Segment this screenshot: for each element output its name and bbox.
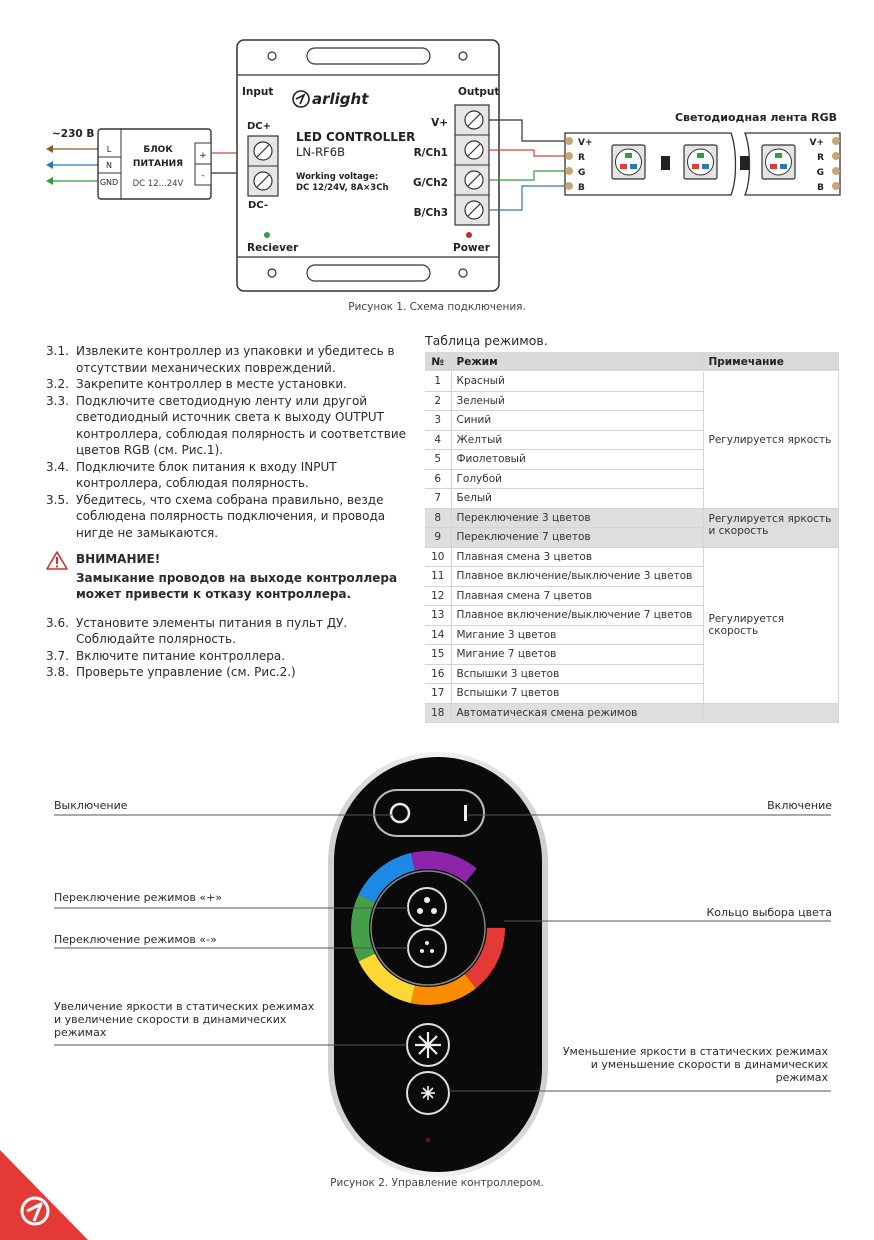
strip-pin-right-vplus: V+ (809, 138, 824, 148)
modes-table (425, 352, 839, 723)
power-switch[interactable] (374, 790, 484, 836)
dc-plus-label: DC+ (247, 121, 272, 132)
psu-plus: + (199, 151, 207, 161)
working-voltage-2: DC 12/24V, 8A×3Ch (296, 183, 389, 193)
input-label: Input (242, 86, 274, 98)
mode-minus-button[interactable] (408, 929, 446, 967)
table-row: 18 Автоматическая смена режимов (425, 703, 839, 723)
strip-pin-right-g: G (816, 168, 824, 178)
power-label: Power (453, 242, 490, 254)
step-item: 3.4. Подключите блок питания к входу INPUT контроллера, соблюдая полярность. (46, 459, 337, 490)
table-row: 9 Переключение 7 цветов (425, 528, 839, 548)
table-caption: Таблица режимов. (425, 333, 548, 348)
psu-minus: - (201, 171, 205, 181)
table-row: 15 Мигание 7 цветов (425, 645, 839, 665)
table-row: 6 Голубой (425, 469, 839, 489)
label-brightness-up: Увеличение яркости в статических режимах и увеличение скорости в динамических режимах (54, 1000, 315, 1039)
table-row: 8 Переключение 3 цветов Регулируется яркость и скорость (425, 508, 839, 528)
label-mode-minus: Переключение режимов «-» (54, 933, 217, 946)
strip-pin-left-r: R (578, 153, 585, 163)
strip-pin-left-b: B (578, 183, 585, 193)
label-color-ring: Кольцо выбора цвета (706, 906, 832, 919)
header-mode: Режим (451, 352, 703, 372)
out-label-b: B/Ch3 (413, 207, 448, 219)
table-row: 5 Фиолетовый (425, 450, 839, 470)
table-row: 7 Белый (425, 489, 839, 509)
warning-title: ВНИМАНИЕ! (76, 552, 161, 566)
step-item: 3.5. Убедитесь, что схема собрана правильно, везде соблюдена полярность подключения, и провода нигде не замыкаются. (46, 492, 386, 540)
psu-title-1: БЛОК (143, 145, 173, 155)
step-item: 3.1. Извлеките контроллер из упаковки и убедитесь в отсутствии механических повреждений. (46, 344, 395, 375)
figure-1-caption: Рисунок 1. Схема подключения. (348, 301, 526, 313)
mode-plus-button[interactable] (408, 888, 446, 926)
brightness-up-button[interactable] (407, 1024, 449, 1066)
out-label-r: R/Ch1 (413, 147, 448, 159)
wiring-diagram (0, 0, 874, 300)
note-brightness: Регулируется яркость (703, 372, 839, 509)
receiver-label: Reciever (247, 242, 299, 254)
table-row: 14 Мигание 3 цветов (425, 625, 839, 645)
label-on: Включение (767, 799, 832, 812)
dc-minus-label: DC- (248, 200, 269, 211)
header-number: № (425, 352, 451, 372)
table-row: 13 Плавное включение/выключение 7 цветов (425, 606, 839, 626)
svg-text:arlight: arlight (312, 90, 369, 108)
warning-block (46, 551, 416, 603)
power-led (466, 232, 472, 238)
out-label-g: G/Ch2 (413, 177, 448, 189)
step-item: 3.6. Установите элементы питания в пульт ДУ. Соблюдайте полярность. (46, 615, 348, 646)
psu-spec: DC 12...24V (132, 179, 184, 189)
working-voltage-1: Working voltage: (296, 172, 379, 182)
table-row: 11 Плавное включение/выключение 3 цветов (425, 567, 839, 587)
model-line-2: LN-RF6B (296, 145, 345, 159)
model-line-1: LED CONTROLLER (296, 130, 416, 144)
psu-title-2: ПИТАНИЯ (132, 159, 184, 169)
table-row: 3 Синий (425, 411, 839, 431)
table-row: 12 Плавная смена 7 цветов (425, 586, 839, 606)
step-item: 3.7. Включите питание контроллера. (46, 648, 286, 663)
strip-pin-right-b: B (817, 183, 824, 193)
note-brightness-speed: Регулируется яркость и скорость (703, 508, 839, 547)
mains-voltage: ~230 В (52, 128, 95, 140)
output-terminals (455, 105, 489, 225)
remote-diagram (0, 740, 874, 1180)
psu-pin-n: N (106, 161, 112, 170)
step-item: 3.8. Проверьте управление (см. Рис.2.) (46, 665, 296, 679)
strip-pin-left-vplus: V+ (578, 138, 593, 148)
warning-icon (46, 551, 76, 603)
label-brightness-down: Уменьшение яркости в статических режимах и уменьшение скорости в динамических режимах (562, 1045, 828, 1084)
remote-indicator-led (426, 1138, 430, 1142)
led-strip (565, 133, 840, 195)
psu-pin-gnd: GND (99, 178, 119, 187)
label-mode-plus: Переключение режимов «+» (54, 891, 223, 904)
strip-title: Светодиодная лента RGB (674, 111, 837, 124)
receiver-led (264, 232, 270, 238)
label-off: Выключение (54, 799, 128, 812)
step-item: 3.3. Подключите светодиодную ленту или другой светодиодный источник света к выходу OUTPUT контроллера, соблюдая полярность и соответствие цветов RGB (см. Рис.1). (46, 393, 407, 457)
note-speed: Регулируется скорость (703, 547, 839, 703)
power-supply-block (98, 129, 211, 199)
table-header-row (425, 352, 839, 372)
strip-pin-right-r: R (817, 153, 824, 163)
figure-2-caption: Рисунок 2. Управление контроллером. (330, 1177, 544, 1189)
output-label: Output (458, 86, 500, 98)
table-row: 16 Вспышки 3 цветов (425, 664, 839, 684)
corner-brand-mark (0, 1150, 90, 1240)
strip-pin-left-g: G (578, 168, 586, 178)
brightness-down-button[interactable] (407, 1072, 449, 1114)
table-row: 4 Желтый (425, 430, 839, 450)
step-item: 3.2. Закрепите контроллер в месте установки. (46, 377, 347, 391)
psu-pin-l: L (106, 145, 112, 154)
out-label-vplus: V+ (431, 117, 448, 129)
output-wires (489, 120, 568, 210)
input-terminals (248, 136, 278, 196)
table-row: 17 Вспышки 7 цветов (425, 684, 839, 704)
instruction-steps (46, 343, 416, 681)
table-row: 1 Красный Регулируется яркость (425, 372, 839, 392)
mains-wires (46, 145, 98, 185)
warning-text: Замыкание проводов на выходе контроллера может привести к отказу контроллера. (76, 570, 398, 601)
table-row: 10 Плавная смена 3 цветов Регулируется скорость (425, 547, 839, 567)
table-row: 2 Зеленый (425, 391, 839, 411)
header-note: Примечание (703, 352, 839, 372)
